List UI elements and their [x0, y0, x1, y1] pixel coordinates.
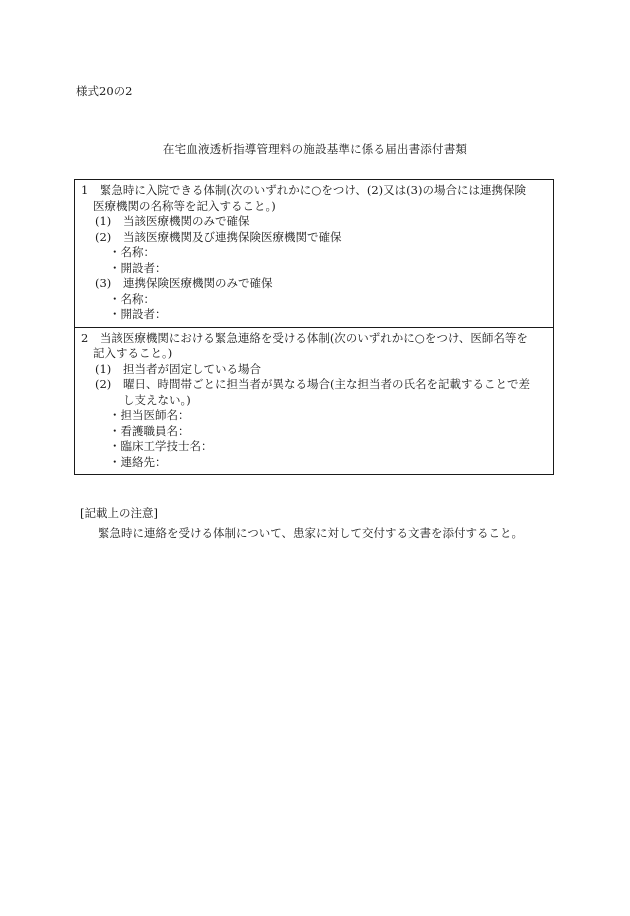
option-label: 当該医療機関及び連携保険医療機関で確保 [123, 229, 342, 244]
section1-option-1 [81, 214, 547, 230]
form-number: 様式20の2 [76, 84, 133, 98]
notes-text: 緊急時に連絡を受ける体制について、患家に対して交付する文書を添付すること。 [98, 526, 524, 540]
field-doctor-name: ・担当医師名： [109, 408, 190, 422]
field-name: ・名称： [109, 245, 155, 259]
field-name: ・名称： [109, 291, 155, 306]
field-founder: ・開設者： [109, 260, 167, 275]
section1-heading-cont: 医療機関の名称等を記入すること。) [93, 198, 276, 213]
option-number: (1) [95, 214, 112, 228]
document-title: 在宅血液透析指導管理料の施設基準に係る届出書添付書類 [162, 142, 468, 156]
option-label: 連携保険医療機関のみで確保 [123, 276, 273, 290]
form-box [74, 179, 554, 475]
section2-option-2-cont: し支えない。) [123, 392, 191, 407]
option-number: (1) [95, 361, 112, 376]
notes-label: [記載上の注意] [80, 506, 158, 520]
option-label: 当該医療機関のみで確保 [123, 214, 250, 228]
section2-option-2 [81, 377, 547, 393]
option-number: (2) [95, 377, 112, 391]
field-founder: ・開設者： [109, 307, 167, 321]
section1-heading: 1 緊急時に入院できる体制(次のいずれかに○をつけ、(2)又は(3)の場合には連携保険 [81, 183, 526, 197]
field-clinical-engineer-name: ・臨床工学技士名： [109, 439, 213, 453]
section1-option-3 [81, 276, 547, 292]
section1-option-2 [81, 230, 547, 246]
section-emergency-admission [75, 180, 553, 327]
option-number: (2) [95, 229, 112, 244]
section2-option-1 [81, 362, 547, 378]
option-number: (3) [95, 276, 112, 290]
field-nurse-name: ・看護職員名： [109, 423, 190, 438]
option-label: 担当者が固定している場合 [123, 361, 261, 376]
section2-heading: 2 当該医療機関における緊急連絡を受ける体制(次のいずれかに○をつけ、医師名等を [81, 330, 528, 345]
option-label: 曜日、時間帯ごとに担当者が異なる場合(主な担当者の氏名を記載することで差 [123, 377, 530, 391]
field-contact: ・連絡先： [109, 454, 167, 469]
section2-heading-cont: 記入すること。) [93, 346, 173, 360]
section-emergency-contact [75, 327, 553, 475]
